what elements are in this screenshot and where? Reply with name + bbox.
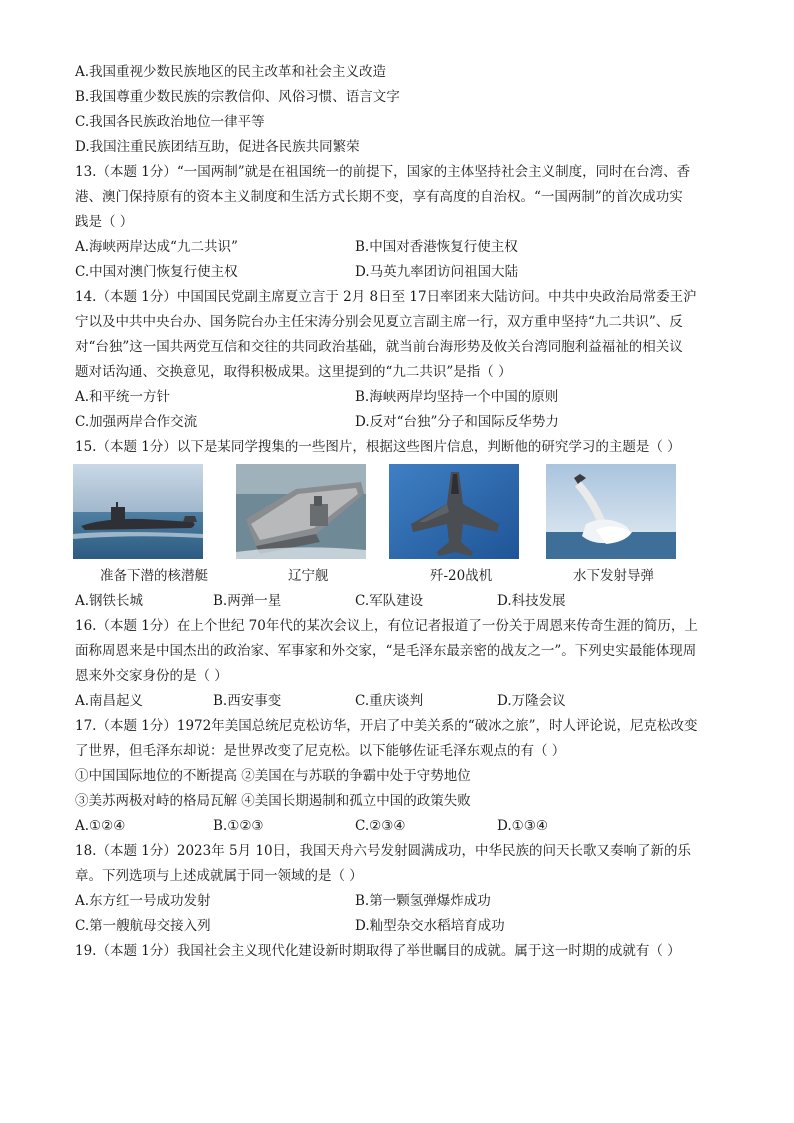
q18-option-d: D.籼型杂交水稻培育成功: [355, 918, 505, 934]
photo-caption-submarine: 准备下潜的核潜艇: [100, 568, 208, 584]
q17-stem-line2: 了世界，但毛泽东却说：是世界改变了尼克松。以下能够佐证毛泽东观点的有（ ）: [75, 743, 566, 759]
j20-fighter-photo: [389, 464, 519, 559]
q12-option-a: A.我国重视少数民族地区的民主改革和社会主义改造: [75, 64, 387, 80]
photo-caption-carrier: 辽宁舰: [288, 568, 329, 584]
q18-stem-line2: 章。下列选项与上述成就属于同一领域的是（ ）: [75, 868, 363, 884]
q13-option-b: B.中国对香港恢复行使主权: [355, 239, 518, 255]
q15-option-b: B.两弹一星: [213, 593, 282, 609]
q12-option-d: D.我国注重民族团结互助，促进各民族共同繁荣: [75, 139, 360, 155]
q17-option-d: D.①③④: [497, 818, 548, 834]
missile-launch-image: [546, 464, 676, 559]
q13-option-a: A.海峡两岸达成“九二共识”: [75, 239, 238, 255]
q16-stem-line1: 16.（本题 1分）在上个世纪 70年代的某次会议上，有位记者报道了一份关于周恩来传奇生涯的简历，上: [75, 618, 698, 634]
q14-stem-line1: 14.（本题 1分）中国国民党副主席夏立言于 2月 8日至 17日率团来大陆访问。中共中央政治局常委王沪: [75, 289, 697, 305]
photo-caption-missile: 水下发射导弹: [573, 568, 654, 584]
q14-option-d: D.反对“台独”分子和国际反华势力: [355, 414, 559, 430]
q18-option-c: C.第一艘航母交接入列: [75, 918, 211, 934]
q14-stem-line4: 题对话沟通、交换意见，取得积极成果。这里提到的“九二共识”是指（ ）: [75, 364, 512, 380]
q16-option-b: B.西安事变: [213, 693, 282, 709]
q16-option-d: D.万隆会议: [497, 693, 566, 709]
q16-option-c: C.重庆谈判: [355, 693, 424, 709]
photo-caption-fighter: 歼-20战机: [430, 568, 493, 584]
q15-option-d: D.科技发展: [497, 593, 566, 609]
q17-option-c: C.②③④: [355, 818, 406, 834]
q13-stem-line3: 践是（ ）: [75, 214, 134, 230]
j20-fighter-image: [389, 464, 519, 559]
q18-stem-line1: 18.（本题 1分）2023年 5月 10日，我国天舟六号发射圆满成功，中华民族的问天长歌又奏响了新的乐: [75, 843, 692, 859]
q14-stem-line3: 对“台独”这一国共两党互信和交往的共同政治基础，就当前台海形势及攸关台湾同胞利益福祉的相关议: [75, 339, 683, 355]
q13-option-c: C.中国对澳门恢复行使主权: [75, 264, 238, 280]
q12-option-c: C.我国各民族政治地位一律平等: [75, 114, 265, 130]
q15-option-a: A.钢铁长城: [75, 593, 144, 609]
missile-launch-photo: [546, 464, 676, 559]
q14-option-b: B.海峡两岸均坚持一个中国的原则: [355, 389, 559, 405]
q12-option-b: B.我国尊重少数民族的宗教信仰、风俗习惯、语言文字: [75, 89, 400, 105]
q17-stem-line1: 17.（本题 1分）1972年美国总统尼克松访华，开启了中美关系的“破冰之旅”，时人评论说，尼克松改变: [75, 718, 698, 734]
q17-statements-3-4: ③美苏两极对峙的格局瓦解 ④美国长期遏制和孤立中国的政策失败: [75, 793, 471, 809]
q15-option-c: C.军队建设: [355, 593, 424, 609]
q13-stem-line1: 13.（本题 1分）“一国两制”就是在祖国统一的前提下，国家的主体坚持社会主义制度，同时在台湾、香: [75, 164, 691, 180]
submarine-image: [73, 464, 203, 559]
aircraft-carrier-image: [236, 464, 366, 559]
q16-stem-line2: 面称周恩来是中国杰出的政治家、军事家和外交家，“是毛泽东最亲密的战友之一”。下列史实最能体现周: [75, 643, 697, 659]
aircraft-carrier-photo: [236, 464, 366, 559]
submarine-photo: [73, 464, 203, 559]
q15-stem-line1: 15.（本题 1分）以下是某同学搜集的一些图片，根据这些图片信息，判断他的研究学习的主题是（ ）: [75, 439, 681, 455]
q13-option-d: D.马英九率团访问祖国大陆: [355, 264, 519, 280]
q17-option-a: A.①②④: [75, 818, 126, 834]
q18-option-b: B.第一颗氢弹爆炸成功: [355, 893, 491, 909]
q16-stem-line3: 恩来外交家身份的是（ ）: [75, 668, 228, 684]
q14-stem-line2: 宁以及中共中央台办、国务院台办主任宋涛分别会见夏立言副主席一行，双方重申坚持“九二共识”、反: [75, 314, 683, 330]
q18-option-a: A.东方红一号成功发射: [75, 893, 211, 909]
q19-stem-line1: 19.（本题 1分）我国社会主义现代化建设新时期取得了举世瞩目的成就。属于这一时期的成就有（ ）: [75, 943, 681, 959]
q17-statements-1-2: ①中国国际地位的不断提高 ②美国在与苏联的争霸中处于守势地位: [75, 768, 471, 784]
q14-option-c: C.加强两岸合作交流: [75, 414, 198, 430]
q16-option-a: A.南昌起义: [75, 693, 144, 709]
q13-stem-line2: 港、澳门保持原有的资本主义制度和生活方式长期不变，享有高度的自治权。“一国两制”的首次成功实: [75, 189, 683, 205]
q17-option-b: B.①②③: [213, 818, 264, 834]
q14-option-a: A.和平统一方针: [75, 389, 171, 405]
